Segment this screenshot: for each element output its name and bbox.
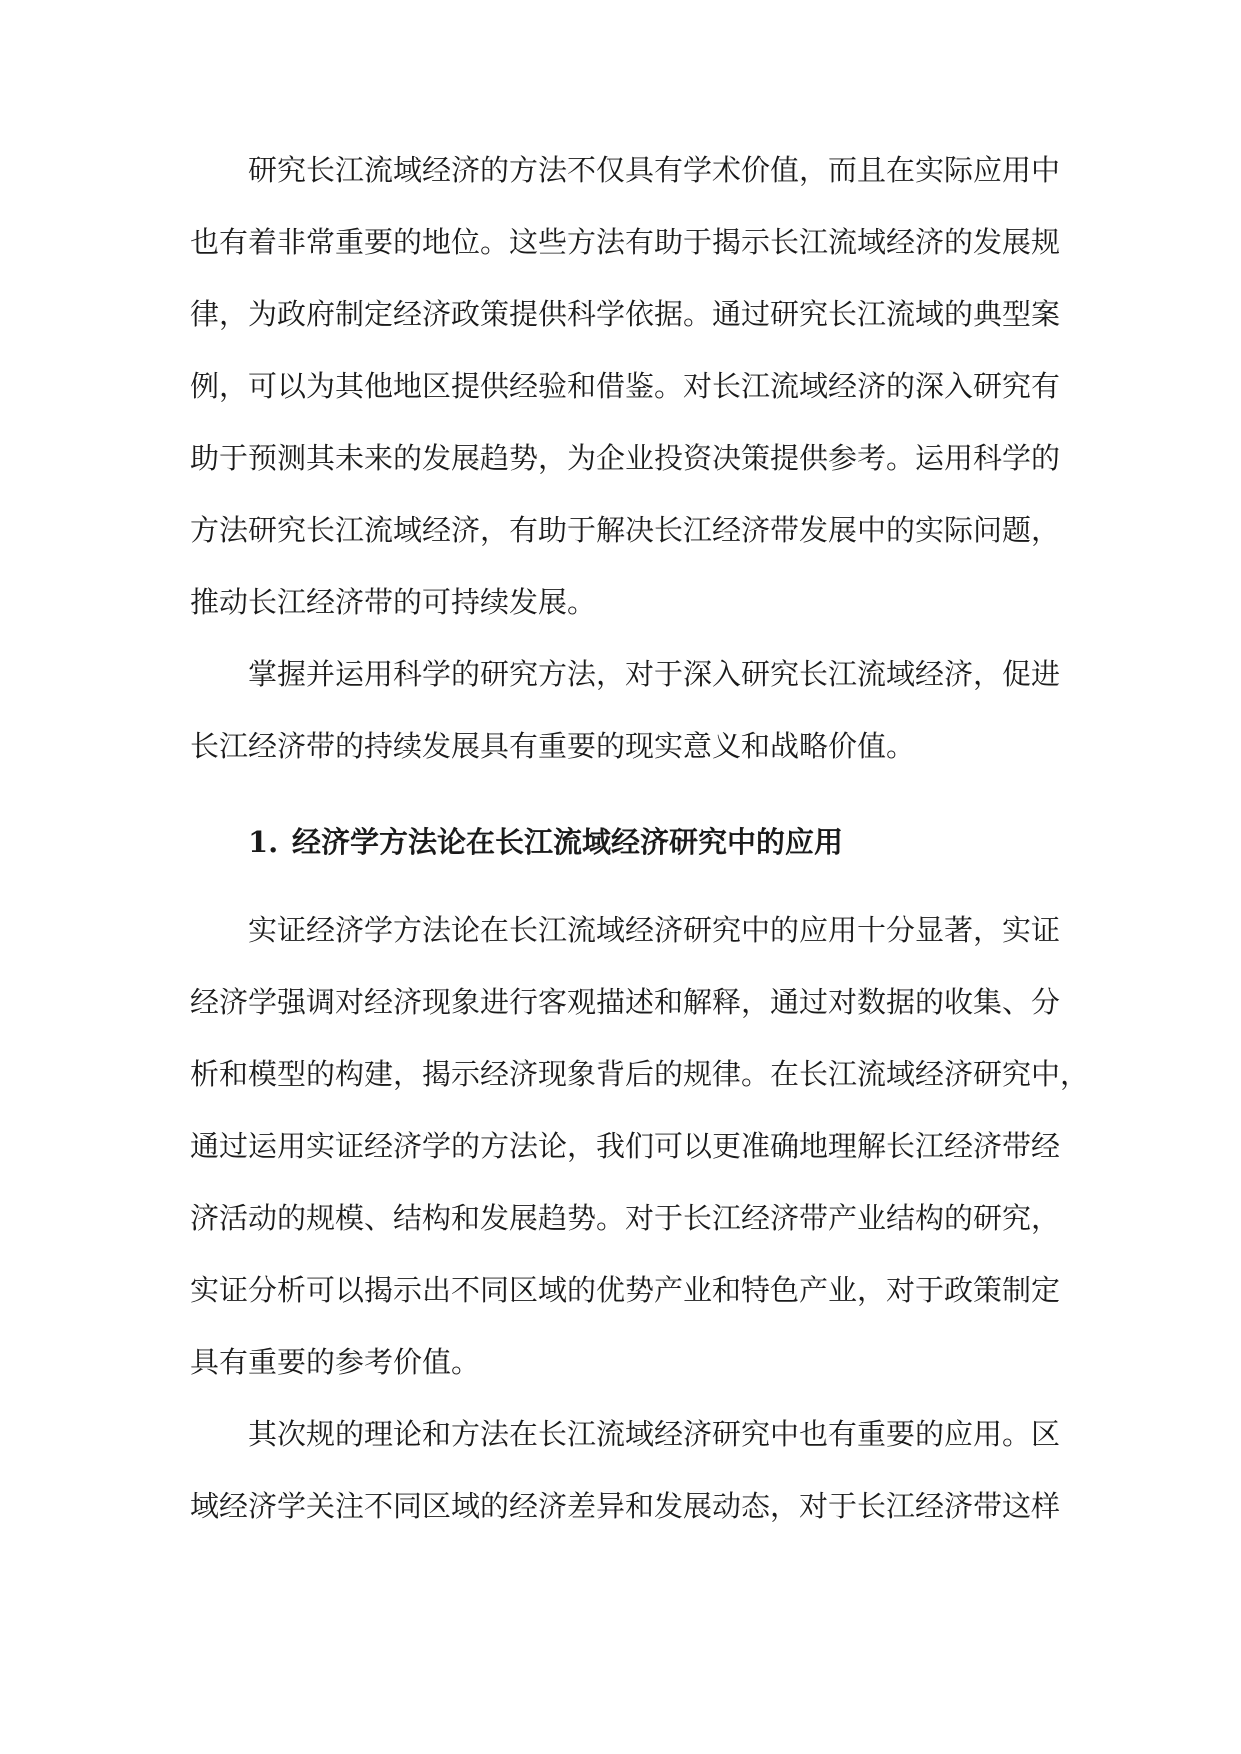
paragraph-3-line-6: 实证分析可以揭示出不同区域的优势产业和特色产业，对于政策制定 <box>190 1273 1061 1307</box>
paragraph-3-line-2: 经济学强调对经济现象进行客观描述和解释，通过对数据的收集、分 <box>190 985 1061 1019</box>
paragraph-1-line-2: 也有着非常重要的地位。这些方法有助于揭示长江流域经济的发展规 <box>190 225 1061 259</box>
paragraph-3-line-3: 析和模型的构建，揭示经济现象背后的规律。在长江流域经济研究中， <box>190 1057 1090 1091</box>
paragraph-2-line-1: 掌握并运用科学的研究方法，对于深入研究长江流域经济，促进 <box>248 657 1061 691</box>
paragraph-3-line-7: 具有重要的参考价值。 <box>190 1345 481 1379</box>
paragraph-4-line-1: 其次规的理论和方法在长江流域经济研究中也有重要的应用。区 <box>248 1417 1061 1451</box>
paragraph-2-line-2: 长江经济带的持续发展具有重要的现实意义和战略价值。 <box>190 729 916 763</box>
paragraph-1-line-4: 例，可以为其他地区提供经验和借鉴。对长江流域经济的深入研究有 <box>190 369 1061 403</box>
paragraph-1-line-1: 研究长江流域经济的方法不仅具有学术价值，而且在实际应用中 <box>248 153 1061 187</box>
paragraph-3-line-5: 济活动的规模、结构和发展趋势。对于长江经济带产业结构的研究， <box>190 1201 1061 1235</box>
paragraph-1-line-3: 律，为政府制定经济政策提供科学依据。通过研究长江流域的典型案 <box>190 297 1061 331</box>
section-heading <box>248 822 1052 862</box>
paragraph-1-line-5: 助于预测其未来的发展趋势，为企业投资决策提供参考。运用科学的 <box>190 441 1061 475</box>
section-number: 1. <box>248 825 279 859</box>
paragraph-4-line-2: 域经济学关注不同区域的经济差异和发展动态，对于长江经济带这样 <box>190 1489 1061 1523</box>
section-title: 经济学方法论在长江流域经济研究中的应用 <box>292 825 844 859</box>
paragraph-3-line-4: 通过运用实证经济学的方法论，我们可以更准确地理解长江经济带经 <box>190 1129 1061 1163</box>
paragraph-1-line-7: 推动长江经济带的可持续发展。 <box>190 585 597 619</box>
paragraph-1-line-6: 方法研究长江流域经济，有助于解决长江经济带发展中的实际问题， <box>190 513 1061 547</box>
paragraph-3-line-1: 实证经济学方法论在长江流域经济研究中的应用十分显著，实证 <box>248 913 1061 947</box>
